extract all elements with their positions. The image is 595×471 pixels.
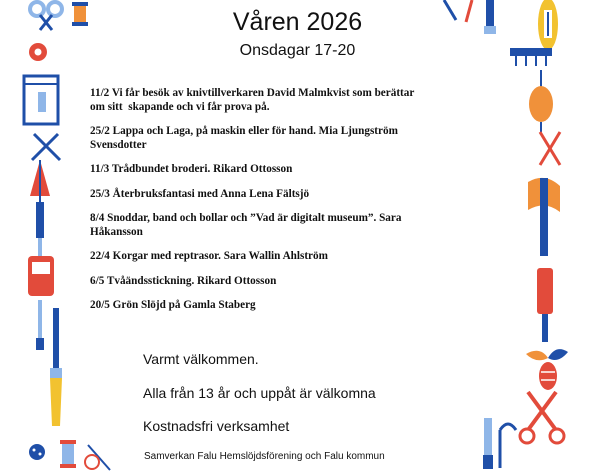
event-item: 6/5 Tvåändsstickning. Rikard Ottosson [90,274,277,287]
scissors-icon [520,392,564,443]
page-subtitle: Onsdagar 17-20 [239,42,356,59]
page-title: Våren 2026 [232,8,363,36]
awl-icon [36,300,44,350]
event-item: 22/4 Korgar med reptrasor. Sara Wallin Ahlström [90,250,328,262]
free-text: Kostnadsfri verksamhet [143,418,290,434]
welcome-text: Varmt välkommen. [143,351,259,367]
age-text: Alla från 13 år och uppåt är välkomna [143,385,376,401]
hook-icon [500,424,516,468]
yarn-ball-icon [529,70,553,132]
spool-icon [60,440,76,468]
axe-icon [528,178,560,256]
pinecone-icon [539,362,557,390]
leaf-icon [526,349,568,360]
knife-icon [36,202,44,262]
event-item: 25/3 Återbruksfantasi med Anna Lena Fältsjö [90,187,310,200]
event-item: 20/5 Grön Slöjd på Gamla Staberg [90,299,256,311]
event-item: 11/2 Vi får besök av knivtillverkaren David Malmkvist som berättar om sitt skapande och vi får prova på. [90,87,415,113]
partners-text: Samverkan Falu Hemslöjdsförening och Falu kommun [144,451,385,462]
knitting-needle-icon [540,132,560,165]
event-list [90,87,510,313]
loom-icon [24,76,58,124]
awl-icon [483,418,493,469]
event-item: 11/3 Trådbundet broderi. Rikard Ottosson [90,163,293,175]
saw-icon [28,256,54,296]
spindle-icon [30,160,50,205]
button-icon [29,444,45,460]
knitting-needle-icon [32,134,60,160]
paintbrush-icon [50,308,62,426]
needle-icon [85,445,110,470]
chisel-icon [537,268,553,342]
event-item: 25/2 Lappa och Laga, på maskin eller för hand. Mia Ljungström Svensdotter [90,125,398,151]
event-item: 8/4 Snoddar, band och bollar och ”Vad är digitalt museum”. Sara Håkansson [90,212,402,238]
